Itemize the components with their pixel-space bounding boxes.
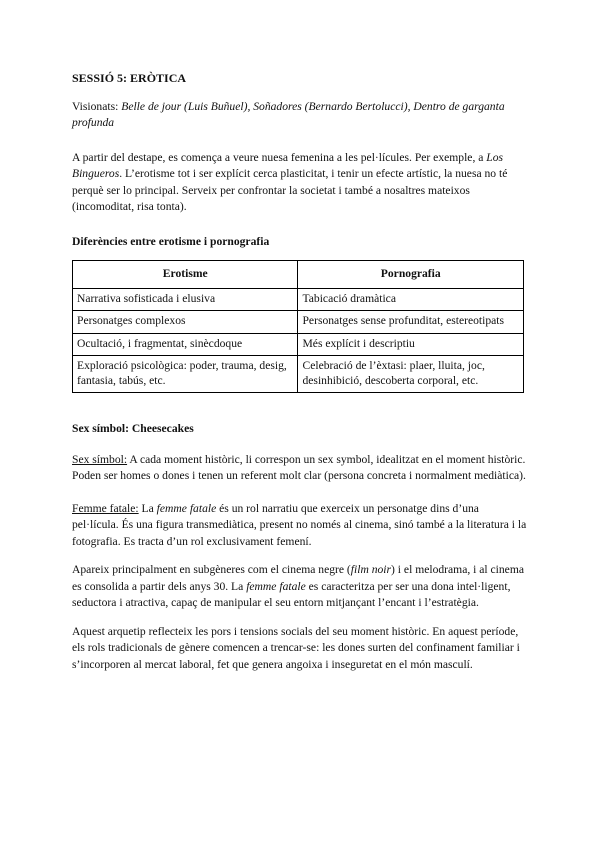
- document-page: [72, 70, 527, 685]
- apareix-text-3: es caracteritza per ser una dona intel·ligent, seductora i atractiva, capaç de manipular el seu entorn mitjançant l’encant i l’estratègia.: [72, 579, 511, 609]
- sex-symbol-heading: Sex símbol: Cheesecakes: [72, 422, 194, 435]
- apareix-text-1: Apareix principalment en subgèneres com el cinema negre (: [72, 563, 351, 576]
- column-header-erotisme: Erotisme: [73, 261, 298, 289]
- femme-fatale-term: femme fatale: [156, 501, 217, 515]
- visionats-films: Belle de jour (Luis Buñuel), Soñadores (Bernardo Bertolucci), Dentro de garganta profunda: [72, 99, 505, 129]
- femme-fatale-text-2: és un rol narratiu que exerceix un personatge dins d’una pel·lícula. És una figura transmediàtica, present no només al cinema, sinó també a la literatura i la fotografia. Es tracta d’un rol exclusivament femení.: [72, 501, 527, 548]
- table-row: [73, 333, 524, 356]
- femme-fatale-label: Femme fatale:: [72, 501, 139, 515]
- visionats-label: Visionats:: [72, 99, 119, 113]
- table-row: [73, 288, 524, 311]
- table-cell: Personatges sense profunditat, estereotipats: [298, 311, 524, 334]
- intro-text-2: . L’erotisme tot i ser explícit cerca plasticitat, i tenir un efecte artístic, la nuesa no té perquè ser lo principal. Serveix per confrontar la societat i també a nosaltres mateixos (incomoditat, risa tonta).: [72, 167, 508, 213]
- table-header-row: [73, 261, 524, 289]
- intro-film-title: Los Bingueros: [72, 150, 504, 180]
- table-cell: Narrativa sofisticada i elusiva: [73, 288, 298, 311]
- arquetip-paragraph: Aquest arquetip reflecteix les pors i tensions socials del seu moment històric. En aquest període, els rols tradicionals de gènere comencen a trencar-se: les dones surten del confinament familiar i s’incorporen al mercat laboral, fet que genera angoixa i inseguretat en el món masculí.: [72, 624, 520, 671]
- sex-symbol-label: Sex símbol:: [72, 452, 128, 466]
- table-cell: Exploració psicològica: poder, trauma, desig, fantasia, tabús, etc.: [73, 356, 298, 393]
- table-cell: Personatges complexos: [73, 311, 298, 334]
- comparison-table: [72, 260, 524, 393]
- femme-fatale-text-1: La: [138, 501, 157, 515]
- film-noir-term: film noir: [350, 563, 392, 576]
- sex-symbol-paragraph: [72, 452, 527, 485]
- column-header-pornografia: Pornografia: [298, 261, 524, 289]
- table-row: [73, 311, 524, 334]
- table-cell: Tabicació dramàtica: [298, 288, 524, 311]
- apareix-text-2: ) i el melodrama, i al cinema es consolida a partir dels anys 30. La: [72, 563, 524, 593]
- apareix-paragraph: [72, 562, 527, 612]
- differences-heading: Diferències entre erotisme i pornografia: [72, 234, 270, 248]
- visionats-paragraph: [72, 99, 527, 132]
- table-cell: Celebració de l’èxtasi: plaer, lluita, joc, desinhibició, descoberta corporal, etc.: [298, 356, 524, 393]
- intro-text-1: A partir del destape, es comença a veure nuesa femenina a les pel·lícules. Per exemple, a: [72, 150, 487, 164]
- table-cell: Més explícit i descriptiu: [298, 333, 524, 356]
- femme-fatale-paragraph: [72, 501, 527, 551]
- table-cell: Ocultació, i fragmentat, sinècdoque: [73, 333, 298, 356]
- intro-paragraph: [72, 150, 527, 216]
- table-row: [73, 356, 524, 393]
- femme-fatale-term-2: femme fatale: [246, 579, 306, 593]
- session-title: SESSIÓ 5: ERÒTICA: [72, 71, 187, 85]
- sex-symbol-text: A cada moment històric, li correspon un sex symbol, idealitzat en el moment històric. Poden ser homes o dones i tenen un referent molt clar (persona concreta i normalment mediàtica).: [72, 452, 526, 482]
